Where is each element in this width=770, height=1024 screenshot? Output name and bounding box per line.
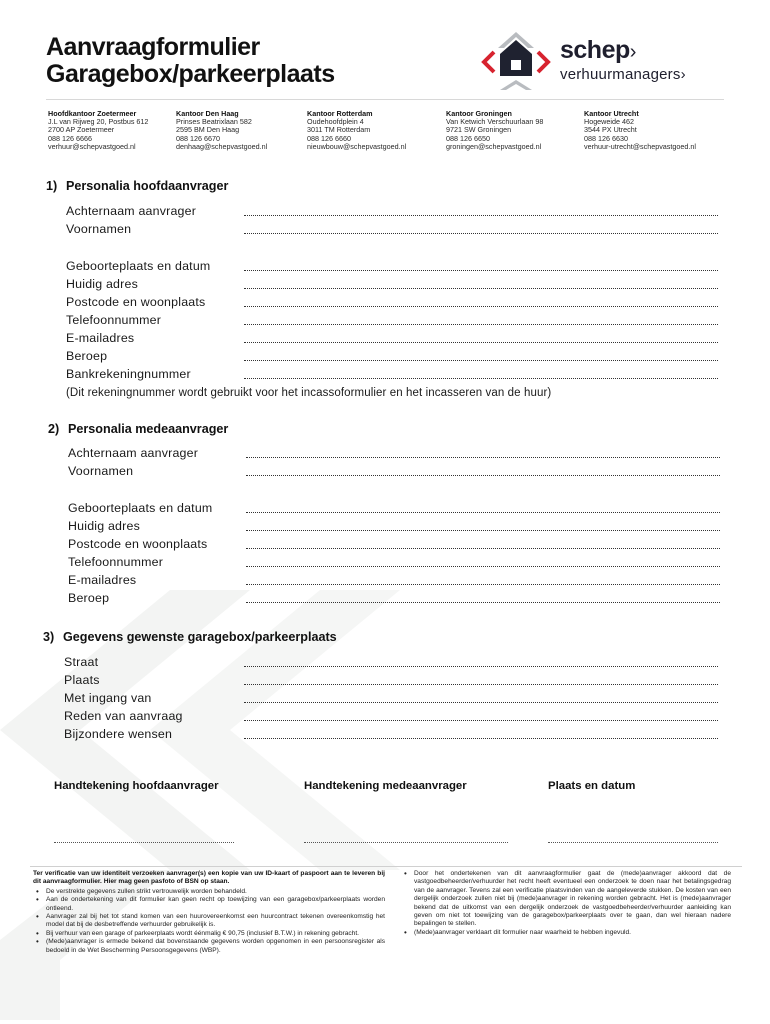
signature-co-line[interactable] <box>304 842 508 843</box>
office-rotterdam: Kantoor Rotterdam Oudehoofdplein 4 3011 TM Rotterdam 088 126 6660 nieuwbouw@schepvastgoed.nl <box>307 109 407 151</box>
signature-main-label: Handtekening hoofdaanvrager <box>54 780 219 792</box>
id-verification-notice: Ter verificatie van uw identiteit verzoeken aanvrager(s) een kopie van uw ID-kaart of paspoort aan te leveren bij dit aanvraagformulier. Hier mag geen pasfoto of BSN op staan. <box>33 870 385 886</box>
field-email-hoofd[interactable]: E-mailadres <box>66 331 718 349</box>
bank-account-note: (Dit rekeningnummer wordt gebruikt voor het incassoformulier en het incasseren van de huur) <box>66 387 552 399</box>
form-title <box>46 34 426 88</box>
footer-bullet: • (Mede)aanvrager verklaart dit formulier naar waarheid te hebben ingevuld. <box>401 929 731 937</box>
place-date-label: Plaats en datum <box>548 780 636 792</box>
footer-bullet: • De verstrekte gegevens zullen strikt vertrouwelijk worden behandeld. <box>33 888 385 896</box>
field-voornamen-hoofd[interactable]: Voornamen <box>66 222 718 240</box>
field-postcode-mede[interactable]: Postcode en woonplaats <box>68 537 720 555</box>
footer-divider <box>30 866 742 867</box>
field-beroep-mede[interactable]: Beroep <box>68 591 720 609</box>
footer-bullet: • Aanvrager zal bij het tot stand komen van een huurovereenkomst een huurcontract tekenen overeenkomstig het model dat bij de desbetreffende verhuurder gebruikelijk is. <box>33 913 385 930</box>
footer-right-column <box>401 870 731 937</box>
title-line-2: Garagebox/parkeerplaats <box>46 60 335 88</box>
field-postcode-hoofd[interactable]: Postcode en woonplaats <box>66 295 718 313</box>
office-utrecht: Kantoor Utrecht Hogeweide 462 3544 PX Utrecht 088 126 6630 verhuur-utrecht@schepvastgoed.nl <box>584 109 696 151</box>
field-beroep-hoofd[interactable]: Beroep <box>66 349 718 367</box>
field-email-mede[interactable]: E-mailadres <box>68 573 720 591</box>
footer-left-column <box>33 870 385 955</box>
logo-name: schep› <box>560 36 636 64</box>
field-telefoon-hoofd[interactable]: Telefoonnummer <box>66 313 718 331</box>
title-line-1: Aanvraagformulier <box>46 33 260 61</box>
schep-logo <box>478 26 733 98</box>
footer-bullet: • Door het ondertekenen van dit aanvraagformulier gaat de (mede)aanvrager akkoord dat de vastgoedbeheerder/verhuurder het recht heeft eventueel een onderzoek te doen naar het betalingsgedrag van de aanvrager. Tevens zal een verificatie plaatsvinden van de aangeleverde stukken. De kosten van een dergelijk onderzoek zullen niet bij (mede)aanvrager in rekening worden gebracht. Het is (mede)aanvrager bekend dat de uitkomst van een dergelijk onderzoek de vastgoedbeheerder/verhuurder aanleiding kan geven om niet tot toewijzing van de garagebox/parkeerplaats over te gaan, dan wel hieraan nadere bepalingen te stellen. <box>401 870 731 929</box>
field-achternaam-hoofd[interactable]: Achternaam aanvrager <box>66 204 718 222</box>
house-logo-icon <box>478 26 554 98</box>
field-bankrekening-hoofd[interactable]: Bankrekeningnummer <box>66 367 718 385</box>
signature-co-label: Handtekening medeaanvrager <box>304 780 467 792</box>
field-geboorteplaats-mede[interactable]: Geboorteplaats en datum <box>68 501 720 519</box>
office-zoetermeer: Hoofdkantoor Zoetermeer J.L van Rijweg 20, Postbus 612 2700 AP Zoetermeer 088 126 6666 verhuur@schepvastgoed.nl <box>48 109 149 151</box>
footer-bullet: • Aan de ondertekening van dit formulier kan geen recht op toewijzing van een garagebox/parkeerplaats worden ontleend. <box>33 896 385 913</box>
signature-main-line[interactable] <box>54 842 234 843</box>
field-wensen[interactable]: Bijzondere wensen <box>64 727 718 745</box>
place-date-line[interactable] <box>548 842 718 843</box>
field-straat[interactable]: Straat <box>64 655 718 673</box>
field-plaats[interactable]: Plaats <box>64 673 718 691</box>
office-addresses <box>48 110 728 156</box>
field-adres-mede[interactable]: Huidig adres <box>68 519 720 537</box>
section-2-heading: 2) Personalia medeaanvrager <box>48 422 229 436</box>
section-3-heading: 3) Gegevens gewenste garagebox/parkeerplaats <box>43 630 337 644</box>
field-reden[interactable]: Reden van aanvraag <box>64 709 718 727</box>
office-den-haag: Kantoor Den Haag Prinses Beatrixlaan 582 2595 BM Den Haag 088 126 6670 denhaag@schepvastgoed.nl <box>176 109 268 151</box>
field-adres-hoofd[interactable]: Huidig adres <box>66 277 718 295</box>
field-voornamen-mede[interactable]: Voornamen <box>68 464 720 482</box>
field-achternaam-mede[interactable]: Achternaam aanvrager <box>68 446 720 464</box>
office-groningen: Kantoor Groningen Van Ketwich Verschuurlaan 98 9721 SW Groningen 088 126 6650 groningen@schepvastgoed.nl <box>446 109 544 151</box>
field-telefoon-mede[interactable]: Telefoonnummer <box>68 555 720 573</box>
field-ingangsdatum[interactable]: Met ingang van <box>64 691 718 709</box>
field-geboorteplaats-hoofd[interactable]: Geboorteplaats en datum <box>66 259 718 277</box>
header-divider <box>46 99 724 100</box>
footer-bullet: • (Mede)aanvrager is ermede bekend dat bovenstaande gegevens worden opgenomen in een persoonsregister als bedoeld in de Wet Bescherming Persoonsgegevens (WBP). <box>33 938 385 955</box>
footer-bullet: • Bij verhuur van een garage of parkeerplaats wordt éénmalig € 90,75 (inclusief B.T.W.) in rekening gebracht. <box>33 930 385 938</box>
section-1-heading: 1) Personalia hoofdaanvrager <box>46 179 229 193</box>
logo-subtitle: verhuurmanagers› <box>560 66 686 83</box>
